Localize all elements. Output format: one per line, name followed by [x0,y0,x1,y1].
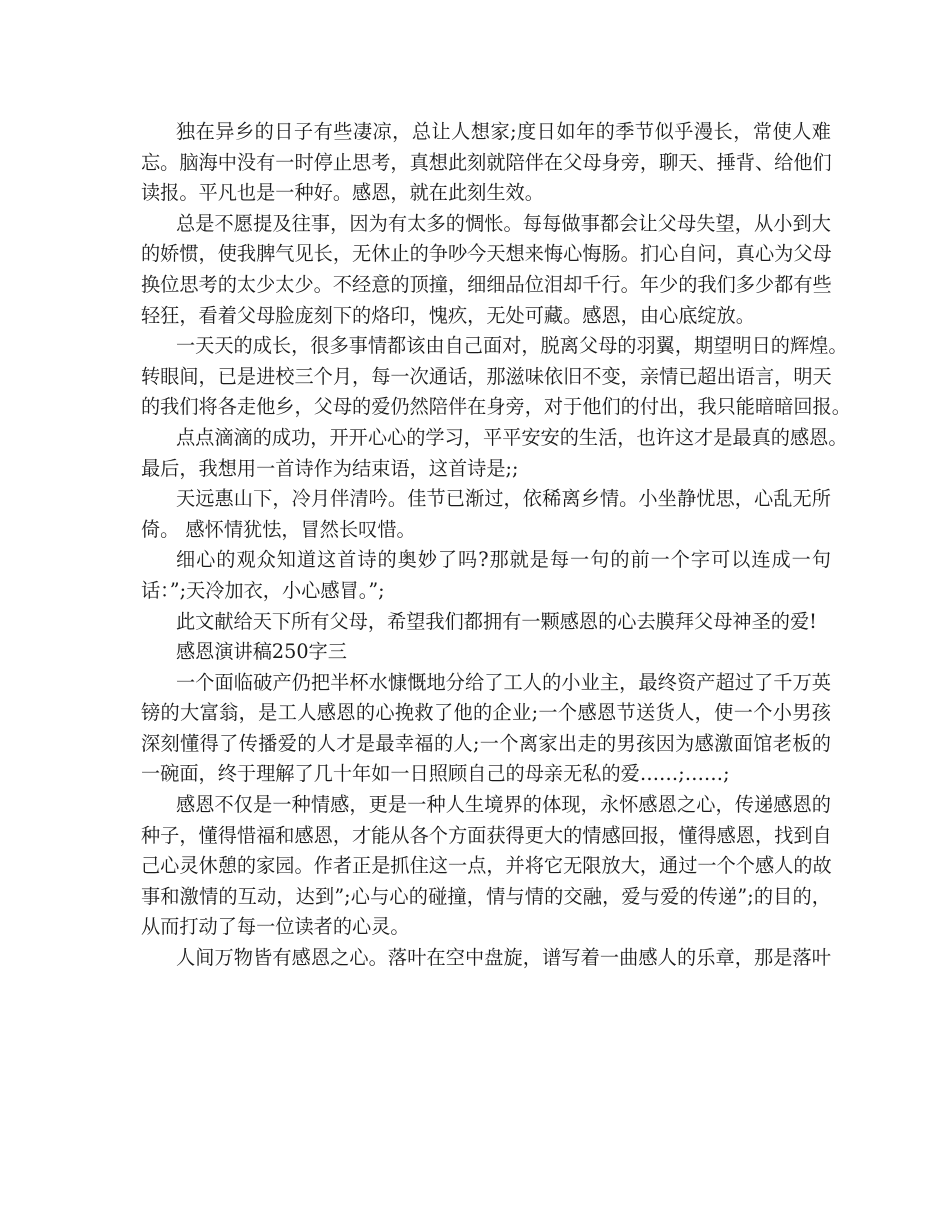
text-line: 深刻懂得了传播爱的人才是最幸福的人;一个离家出走的男孩因为感激面馆老板的 [141,731,831,755]
text-line: 点点滴滴的成功，开开心心的学习，平平安安的生活，也许这才是最真的感恩。 [176,425,848,449]
text-line: 总是不愿提及往事，因为有太多的惆怅。每每做事都会让父母失望，从小到大 [176,211,831,235]
text-line: 从而打动了每一位读者的心灵。 [141,915,410,939]
text-line: 最后，我想用一首诗作为结束语，这首诗是;; [141,456,519,480]
text-line: 倚。 感怀情犹怯，冒然长叹惜。 [141,517,416,541]
text-line: 的我们将各走他乡，父母的爱仍然陪伴在身旁，对于他们的付出，我只能暗暗回报。 [141,395,851,419]
text-line: 事和激情的互动，达到”;心与心的碰撞，情与情的交融，爱与爱的传递”;的目的， [141,884,831,908]
text-line: 忘。脑海中没有一时停止思考，真想此刻就陪伴在父母身旁，聊天、捶背、给他们 [141,150,832,174]
text-line: 感恩演讲稿250字三 [176,640,347,664]
text-line: 镑的大富翁，是工人感恩的心挽救了他的企业;一个感恩节送货人，使一个小男孩 [141,701,831,725]
text-line: 感恩不仅是一种情感，更是一种人生境界的体现，永怀感恩之心，传递感恩的 [176,793,831,817]
document-body [141,117,851,974]
text-line: 天远惠山下，冷月伴清吟。佳节已渐过，依稀离乡情。小坐静忧思，心乱无所 [176,487,831,511]
text-line: 此文献给天下所有父母，希望我们都拥有一颗感恩的心去膜拜父母神圣的爱! [176,609,817,633]
text-line: 一天天的成长，很多事情都该由自己面对，脱离父母的羽翼，期望明日的辉煌。 [176,334,848,358]
text-line: 一碗面，终于理解了几十年如一日照顾自己的母亲无私的爱……;……; [141,762,730,786]
text-line: 人间万物皆有感恩之心。落叶在空中盘旋，谱写着一曲感人的乐章，那是落叶 [176,946,831,970]
text-line: 己心灵休憩的家园。作者正是抓住这一点，并将它无限放大，通过一个个感人的故 [141,854,832,878]
text-line: 话：”;天冷加衣，小心感冒。”; [141,578,385,602]
text-line: 读报。平凡也是一种好。感恩，就在此刻生效。 [141,181,544,205]
text-line: 一个面临破产仍把半杯水慷慨地分给了工人的小业主，最终资产超过了千万英 [176,670,831,694]
text-line: 种子，懂得惜福和感恩，才能从各个方面获得更大的情感回报，懂得感恩，找到自 [141,823,832,847]
text-line: 的娇惯，使我脾气见长，无休止的争吵今天想来悔心悔肠。扪心自问，真心为父母 [141,242,832,266]
text-line: 换位思考的太少太少。不经意的顶撞，细细品位泪却千行。年少的我们多少都有些 [141,272,832,296]
text-line: 轻狂，看着父母脸庞刻下的烙印，愧疚，无处可藏。感恩，由心底绽放。 [141,303,755,327]
text-line: 细心的观众知道这首诗的奥妙了吗?那就是每一句的前一个字可以连成一句 [176,548,831,572]
text-line: 独在异乡的日子有些凄凉，总让人想家;度日如年的季节似乎漫长，常使人难 [176,120,831,143]
text-line: 转眼间，已是进校三个月，每一次通话，那滋味依旧不变，亲情已超出语言，明天 [141,364,832,388]
